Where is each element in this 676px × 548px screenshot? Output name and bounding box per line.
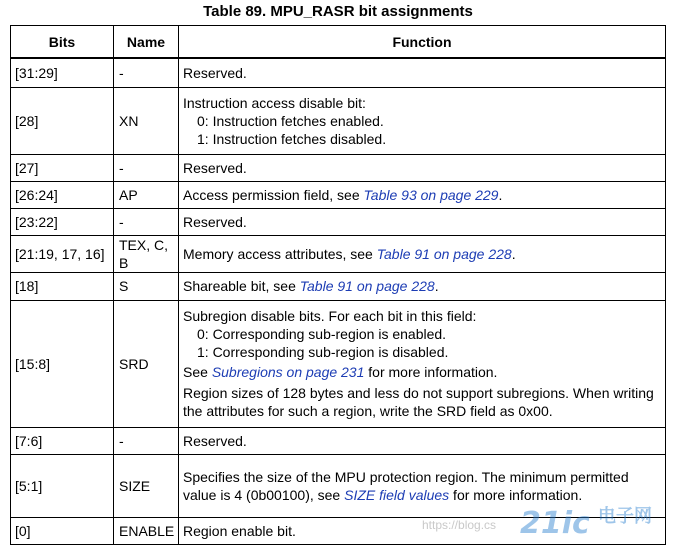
function-line: 0: Corresponding sub-region is enabled. (197, 326, 447, 342)
table-91-link[interactable]: Table 91 on page 228 (299, 278, 435, 294)
name-cell: TEX, C, B (114, 235, 179, 272)
function-text: . (511, 245, 516, 262)
name-cell: - (114, 208, 179, 235)
watermark-logo-number: 21ic (520, 506, 590, 541)
bits-cell: [7:6] (11, 427, 114, 454)
bits-cell: [28] (11, 87, 114, 154)
table-row (11, 235, 666, 272)
table-row (11, 87, 666, 154)
function-line: Region sizes of 128 bytes and less do not support subregions. When writing the attributes for such a region, write the SRD field as 0x00. (183, 385, 654, 419)
function-text: Access permission field, see (183, 186, 364, 203)
function-line: 1: Corresponding sub-region is disabled. (197, 344, 449, 360)
function-line: 1: Instruction fetches disabled. (197, 130, 387, 147)
table-row (11, 300, 666, 427)
name-cell: - (114, 427, 179, 454)
bits-cell: [26:24] (11, 181, 114, 208)
subregions-link[interactable]: Subregions on page 231 (211, 364, 365, 380)
table-row (11, 208, 666, 235)
bits-cell: [21:19, 17, 16] (11, 235, 114, 272)
function-cell: Reserved. (179, 58, 666, 87)
bits-cell: [27] (11, 154, 114, 181)
function-cell (179, 87, 666, 154)
bits-cell: [23:22] (11, 208, 114, 235)
name-cell: - (114, 58, 179, 87)
register-bit-table (10, 25, 666, 545)
function-text: Shareable bit, see (183, 278, 300, 294)
name-cell: AP (114, 181, 179, 208)
function-text: Memory access attributes, see (183, 245, 377, 262)
watermark-logo (520, 500, 670, 544)
function-cell: Reserved. (179, 427, 666, 454)
function-cell: Region enable bit. (179, 517, 666, 544)
header-name: Name (114, 26, 179, 59)
function-text: See (183, 364, 212, 380)
bits-cell: [15:8] (11, 300, 114, 427)
bits-cell: [31:29] (11, 58, 114, 87)
name-cell: XN (114, 87, 179, 154)
header-bits: Bits (11, 26, 114, 59)
table-row (11, 427, 666, 454)
function-text: . (434, 278, 439, 294)
function-cell (179, 181, 666, 208)
name-cell: S (114, 272, 179, 300)
function-text: . (498, 186, 503, 203)
bits-cell: [18] (11, 272, 114, 300)
name-cell: SIZE (114, 454, 179, 517)
function-cell: Reserved. (179, 208, 666, 235)
name-cell: SRD (114, 300, 179, 427)
function-cell (179, 272, 666, 300)
watermark-url: https://blog.cs (422, 518, 497, 532)
name-cell: ENABLE (114, 517, 179, 544)
table-row (11, 272, 666, 300)
function-cell: Reserved. (179, 154, 666, 181)
table-row (11, 181, 666, 208)
name-cell: - (114, 154, 179, 181)
function-line: Subregion disable bits. For each bit in this field: (183, 308, 477, 324)
function-text: for more information. (364, 364, 498, 380)
function-line: 0: Instruction fetches enabled. (197, 112, 384, 129)
function-cell (179, 235, 666, 272)
header-function: Function (179, 26, 666, 59)
table-91-link[interactable]: Table 91 on page 228 (376, 245, 512, 262)
size-field-values-link[interactable]: SIZE field values (344, 486, 450, 503)
function-cell (179, 300, 666, 427)
bits-cell: [0] (11, 517, 114, 544)
table-caption: Table 89. MPU_RASR bit assignments (203, 3, 473, 20)
function-line: Instruction access disable bit: (183, 94, 366, 111)
table-row (11, 154, 666, 181)
watermark-logo-cn: 电子网 (598, 506, 652, 527)
function-text: for more information. (449, 486, 583, 503)
header-row (11, 26, 666, 59)
table-row (11, 58, 666, 87)
function-text: Specifies the size of the MPU protection region. The minimum permitted value is 4 (0b00100), see (183, 468, 629, 503)
table-93-link[interactable]: Table 93 on page 229 (363, 186, 499, 203)
bits-cell: [5:1] (11, 454, 114, 517)
function-line (183, 363, 660, 381)
